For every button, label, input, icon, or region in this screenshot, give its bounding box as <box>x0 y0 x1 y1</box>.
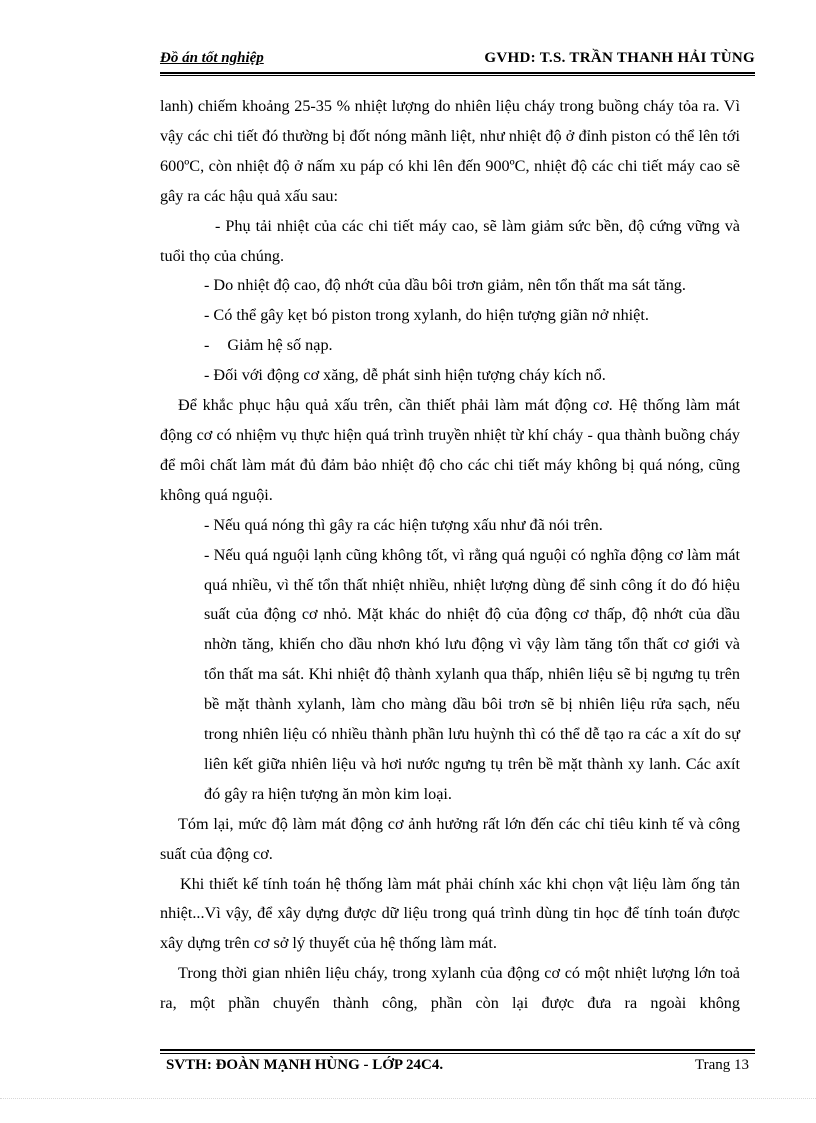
paragraph: Để khắc phục hậu quả xấu trên, cần thiết phải làm mát động cơ. Hệ thống làm mát động cơ có nhiệm vụ thực hiện quá trình truyền nhiệt từ khí cháy - qua thành buồng cháy để môi chất làm mát đủ đảm bảo nhiệt độ cho các chi tiết máy không bị quá nóng, cũng không quá nguội. <box>160 396 740 504</box>
list-item: - Do nhiệt độ cao, độ nhớt của dầu bôi trơn giảm, nên tổn thất ma sát tăng. <box>204 276 686 295</box>
paragraph: lanh) chiếm khoảng 25-35 % nhiệt lượng do nhiên liệu cháy trong buồng cháy tỏa ra. Vì vậy các chi tiết đó thường bị đốt nóng mãnh liệt, như nhiệt độ ở đỉnh piston có thể lên tới 600ºC, còn nhiệt độ ở nấm xu páp có khi lên đến 900ºC, nhiệt độ các chi tiết máy cao sẽ gây ra các hậu quả xấu sau: <box>160 97 740 205</box>
list-item: - Nếu quá nguội lạnh cũng không tốt, vì rằng quá nguội có nghĩa động cơ làm mát quá nhiều, vì thế tổn thất nhiệt nhiều, nhiệt lượng dùng để sinh công ít do đó hiệu suất của động cơ nhỏ. Mặt khác do nhiệt độ của động cơ thấp, độ nhớt của dầu nhờn tăng, khiến cho dầu nhơn khó lưu động vì vậy làm tăng tổn thất cơ giới và tổn thất ma sát. Khi nhiệt độ thành xylanh qua thấp, nhiên liệu sẽ bị ngưng tụ trên bề mặt thành xylanh, làm cho màng dầu bôi trơn sẽ bị nhiên liệu rửa sạch, nếu trong nhiên liệu có nhiều thành phần lưu huỳnh thì có thể dễ tạo ra các a xít do sự liên kết giữa nhiên liệu và hơi nước ngưng tụ trên bề mặt thành xy lanh. Các axít đó gây ra hiện tượng ăn mòn kim loại. <box>204 545 740 803</box>
paragraph: Trong thời gian nhiên liệu cháy, trong xylanh của động cơ có một nhiệt lượng lớn toả ra, một phần chuyển thành công, phần còn lại được đưa ra ngoài không <box>160 964 740 1013</box>
header-rule <box>160 72 755 74</box>
header-document-title: Đồ án tốt nghiệp <box>160 50 264 66</box>
paragraph: Tóm lại, mức độ làm mát động cơ ảnh hưởng rất lớn đến các chỉ tiêu kinh tế và công suất của động cơ. <box>160 814 740 863</box>
list-bullet: - <box>204 336 210 355</box>
page-edge <box>0 1098 816 1099</box>
list-item-text: Giảm hệ số nạp. <box>227 336 333 355</box>
list-item: - Có thể gây kẹt bó piston trong xylanh, do hiện tượng giãn nở nhiệt. <box>204 306 649 325</box>
list-item: - Đối với động cơ xăng, dễ phát sinh hiện tượng cháy kích nổ. <box>204 366 606 385</box>
list-item: - Nếu quá nóng thì gây ra các hiện tượng xấu như đã nói trên. <box>204 515 603 534</box>
footer-rule <box>160 1049 755 1051</box>
paragraph: Khi thiết kế tính toán hệ thống làm mát phải chính xác khi chọn vật liệu làm ống tản nhiệt...Vì vậy, để xây dựng được dữ liệu trong quá trình dùng tin học để tính toán được xây dựng trên cơ sở lý thuyết của hệ thống làm mát. <box>160 874 740 953</box>
list-item: - Phụ tải nhiệt của các chi tiết máy cao, sẽ làm giảm sức bền, độ cứng vững và tuổi thọ của chúng. <box>160 216 740 265</box>
list-item <box>160 331 740 361</box>
page-number: Trang 13 <box>694 1057 749 1073</box>
footer-rule-thin <box>160 1053 755 1054</box>
header-rule-thin <box>160 75 755 76</box>
page-footer <box>160 1057 755 1079</box>
header-advisor: GVHD: T.S. TRẦN THANH HẢI TÙNG <box>484 50 755 66</box>
document-body <box>160 92 740 1019</box>
page-header <box>160 50 755 72</box>
footer-author: SVTH: ĐOÀN MẠNH HÙNG - LỚP 24C4. <box>166 1057 444 1073</box>
